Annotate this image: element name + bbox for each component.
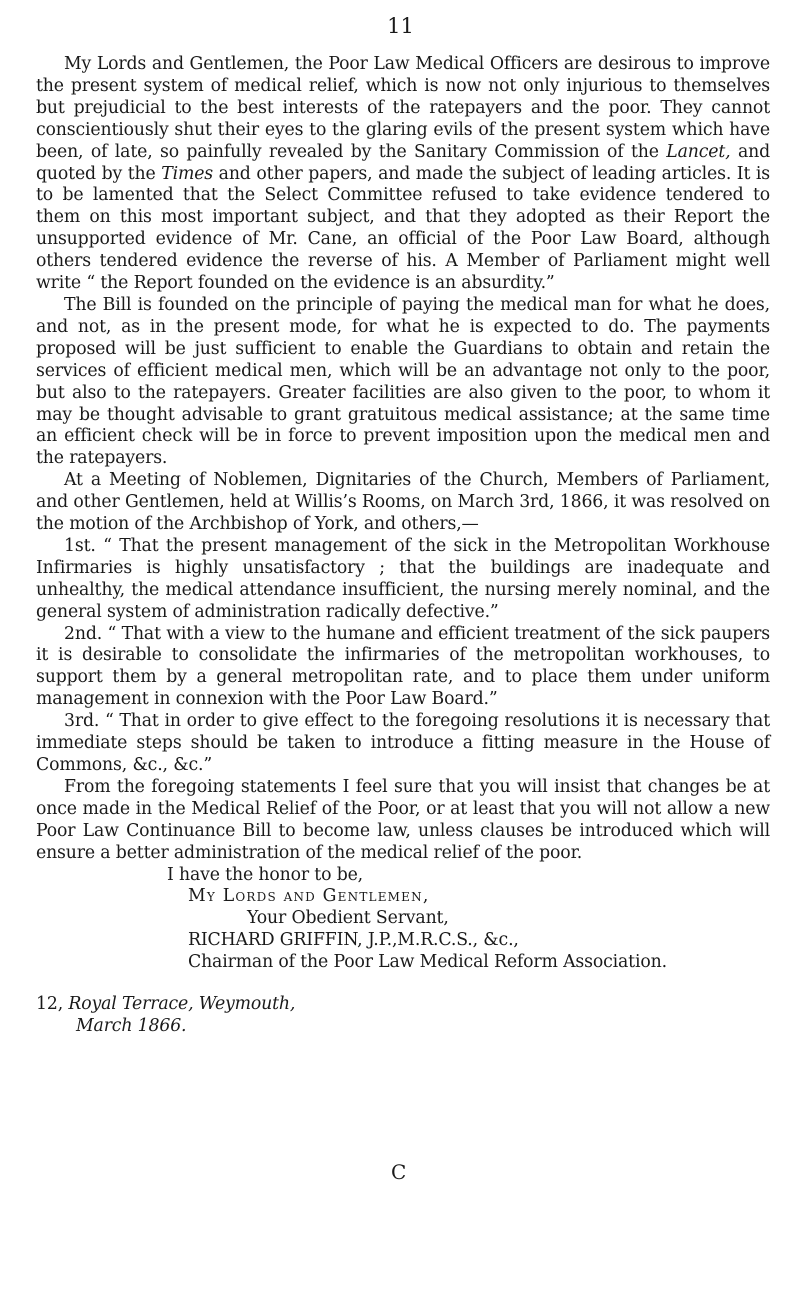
paragraph-intro: [36, 54, 770, 295]
paragraph-conclusion: From the foregoing statements I feel sure that you will insist that changes be at once made in the Medical Relief of the Poor, or at least that you will not allow a new Poor Law Continuance Bill to become law, unless clauses be introduced which will ensure a better administration of the medical relief of the poor.: [36, 776, 770, 863]
page-number: 11: [387, 14, 414, 38]
closing-address-line: My Lords and Gentlemen,: [188, 886, 430, 907]
resolution-second: 2nd. “ That with a view to the humane and efficient treatment of the sick paupers it is desirable to consolidate the infirmaries of the metropolitan workhouses, to support them by a general metropolitan rate, and to place them under uniform management in connexion with the Poor Law Board.”: [36, 623, 770, 710]
paragraph-intro-part-b: and quoted by the: [36, 141, 770, 184]
address-line: [36, 994, 770, 1016]
paragraph-intro-part-a: My Lords and Gentlemen, the Poor Law Medical Officers are desirous to improve the present system of medical relief, which is now not only injurious to themselves but prejudicial to the best interests of the ratepayers and the poor. They cannot conscientiously shut their eyes to the glaring evils of the present system which have been, of late, so painfully revealed by the Sanitary Commission of the: [36, 54, 770, 162]
resolution-third: 3rd. “ That in order to give effect to the foregoing resolutions it is necessary that immediate steps should be taken to introduce a fitting measure in the House of Commons, &c., &c.”: [36, 711, 770, 775]
closing-servant: Your Obedient Servant,: [247, 908, 449, 929]
signatory-name: RICHARD GRIFFIN, J.P.,M.R.C.S., &c.,: [188, 930, 519, 951]
paragraph-intro-part-c: and other papers, and made the subject of leading articles. It is to be lamented that the Select Committee refused to take evidence tendered to them on this most important subject, and that they adopted as their Report the unsupported evidence of Mr. Cane, an official of the Poor Law Board, although others tendered evidence the reverse of his. A Member of Parliament might well write “ the Report founded on the evidence is an absurdity.”: [36, 163, 771, 294]
address-date: [36, 1016, 770, 1038]
printer-signature-mark: C: [391, 1160, 407, 1184]
lancet-title: Lancet,: [666, 141, 731, 162]
address-month: March 1866.: [76, 1015, 187, 1036]
sender-address: [36, 994, 770, 1038]
address-street: Royal Terrace, Weymouth,: [68, 994, 296, 1015]
closing-salutation: I have the honor to be,: [167, 864, 364, 885]
signatory-title: Chairman of the Poor Law Medical Reform Association.: [188, 952, 667, 973]
paragraph-bill: The Bill is founded on the principle of paying the medical man for what he does, and not, as in the present mode, for what he is expected to do. The payments proposed will be just sufficient to enable the Guardians to obtain and retain the services of efficient medical men, which will be an advantage not only to the poor, but also to the ratepayers. Greater facilities are also given to the poor, to whom it may be thought advisable to grant gratuitous medical assistance; at the same time an efficient check will be in force to prevent imposition upon the medical men and the ratepayers.: [36, 294, 770, 469]
times-title: Times: [161, 163, 214, 184]
paragraph-meeting: At a Meeting of Noblemen, Dignitaries of the Church, Members of Parliament, and other Gentlemen, held at Willis’s Rooms, on March 3rd, 1866, it was resolved on the motion of the Archbishop of York, and others,—: [36, 470, 770, 535]
resolution-first: 1st. “ That the present management of the sick in the Metropolitan Workhouse Infirmaries is highly unsatisfactory ; that the buildings are inadequate and unhealthy, the medical attendance insufficient, the nursing merely nominal, and the general system of administration radically defective.”: [36, 535, 770, 622]
letter-body: [36, 54, 770, 1038]
closing-block: [36, 865, 770, 975]
address-number: 12,: [36, 994, 69, 1015]
